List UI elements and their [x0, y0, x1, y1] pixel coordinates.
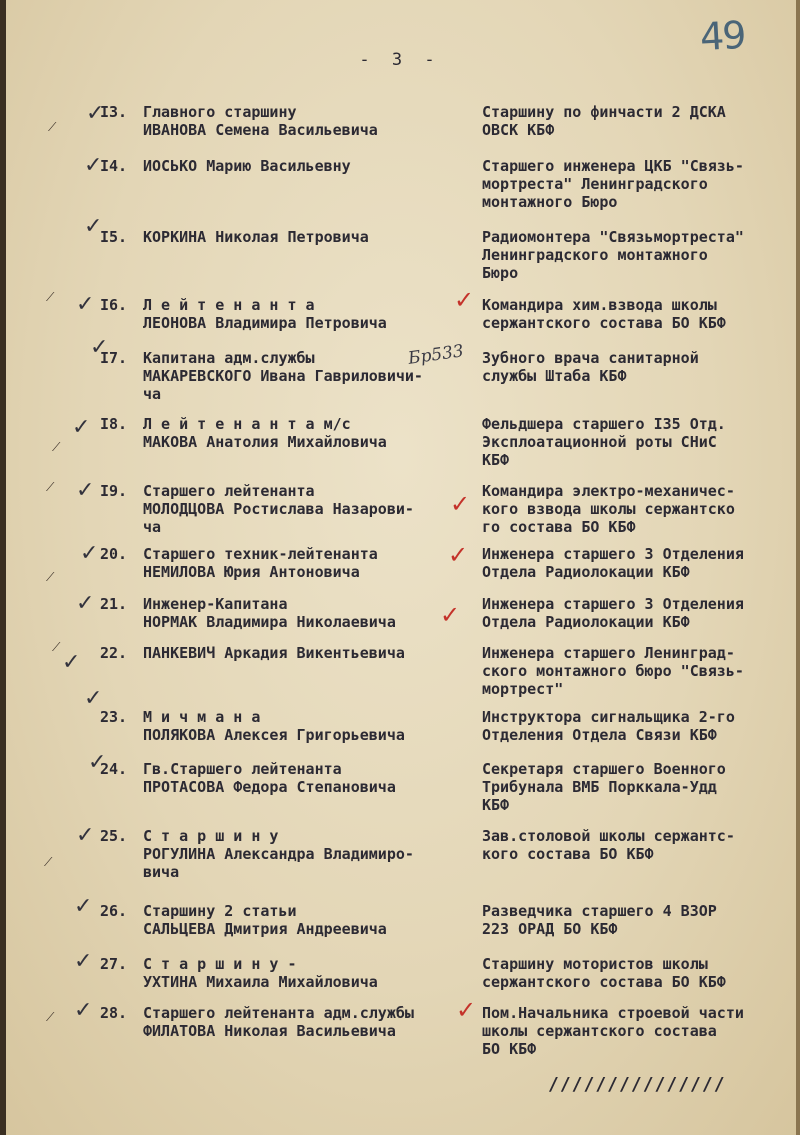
- entry-name: ПОЛЯКОВА Алексея Григорьевича: [143, 726, 405, 744]
- entry-name: САЛЬЦЕВА Дмитрия Андреевича: [143, 920, 387, 938]
- entry-position: Старшину по финчасти 2 ДСКА ОВСК КБФ: [482, 103, 726, 139]
- entry-number: I5.: [100, 228, 128, 246]
- check-mark-icon: ✓: [84, 686, 103, 711]
- entry-number: I7.: [100, 349, 128, 367]
- red-check-mark-icon: ✓: [440, 601, 461, 629]
- check-mark-icon: ✓: [74, 894, 93, 919]
- entry-rank: Л е й т е н а н т а: [143, 296, 315, 314]
- entry-rank: Старшего лейтенанта: [143, 482, 315, 500]
- entry-position: Разведчика старшего 4 ВЗОР 223 ОРАД БО КБФ: [482, 902, 717, 938]
- check-mark-icon: ✓: [76, 292, 95, 317]
- archive-folio-number: 49: [698, 12, 746, 60]
- entry-name: ЛЕОНОВА Владимира Петровича: [143, 314, 387, 332]
- entry-number: I9.: [100, 482, 128, 500]
- check-mark-icon: ✓: [80, 541, 99, 566]
- entry-position: Старшину мотористов школы сержантского состава БО КБФ: [482, 955, 726, 991]
- margin-tick-icon: ⟋: [46, 290, 55, 304]
- entry-name: КОРКИНА Николая Петровича: [143, 228, 369, 246]
- check-mark-icon: ✓: [72, 415, 91, 440]
- entry-name: ФИЛАТОВА Николая Васильевича: [143, 1022, 396, 1040]
- entry-number: 24.: [100, 760, 128, 778]
- entry-rank: Инженер-Капитана: [143, 595, 288, 613]
- check-mark-icon: ✓: [76, 478, 95, 503]
- red-check-mark-icon: ✓: [448, 541, 469, 569]
- entry-position: Фельдшера старшего I35 Отд. Эксплоатационной роты СНиС КБФ: [482, 415, 726, 469]
- check-mark-icon: ✓: [84, 153, 103, 178]
- red-check-mark-icon: ✓: [450, 490, 471, 518]
- check-mark-icon: ✓: [74, 998, 93, 1023]
- entry-rank: С т а р ш и н у: [143, 827, 279, 845]
- entry-position: Командира хим.взвода школы сержантского состава БО КБФ: [482, 296, 726, 332]
- entry-rank: Л е й т е н а н т а м/с: [143, 415, 351, 433]
- entry-name: ПРОТАСОВА Федора Степановича: [143, 778, 396, 796]
- entry-number: I3.: [100, 103, 128, 121]
- entry-name: ИОСЬКО Марию Васильевну: [143, 157, 351, 175]
- check-mark-icon: ✓: [86, 101, 105, 126]
- entry-number: 27.: [100, 955, 128, 973]
- entry-name-continuation: ча: [143, 385, 162, 403]
- entry-rank: С т а р ш и н у -: [143, 955, 297, 973]
- page-edge-right: [796, 0, 800, 1135]
- entry-number: 25.: [100, 827, 128, 845]
- entry-position: Пом.Начальника строевой части школы сержантского состава БО КБФ: [482, 1004, 744, 1058]
- entry-name: НЕМИЛОВА Юрия Антоновича: [143, 563, 360, 581]
- handwritten-note: Бр533: [406, 341, 465, 369]
- entry-number: I6.: [100, 296, 128, 314]
- entry-rank: Гв.Старшего лейтенанта: [143, 760, 342, 778]
- red-check-mark-icon: ✓: [456, 996, 477, 1024]
- margin-tick-icon: ⟋: [48, 120, 57, 134]
- entry-position: Зав.столовой школы сержантс- кого состава БО КБФ: [482, 827, 735, 863]
- entry-rank: Старшего техник-лейтенанта: [143, 545, 378, 563]
- entry-number: 20.: [100, 545, 128, 563]
- margin-tick-icon: ⟋: [46, 570, 55, 584]
- entry-position: Инженера старшего 3 Отделения Отдела Радиолокации КБФ: [482, 595, 744, 631]
- entry-name: МАКОВА Анатолия Михайловича: [143, 433, 387, 451]
- entry-rank: Старшину 2 статьи: [143, 902, 297, 920]
- entry-name-continuation: вича: [143, 863, 180, 881]
- margin-tick-icon: ⟋: [46, 480, 55, 494]
- entry-number: I8.: [100, 415, 128, 433]
- entry-rank: Главного старшину: [143, 103, 297, 121]
- page-number: - 3 -: [359, 50, 441, 70]
- entry-position: Инженера старшего 3 Отделения Отдела Радиолокации КБФ: [482, 545, 744, 581]
- entry-number: 21.: [100, 595, 128, 613]
- page-edge-left: [0, 0, 6, 1135]
- check-mark-icon: ✓: [88, 750, 107, 775]
- check-mark-icon: ✓: [76, 591, 95, 616]
- entry-position: Командира электро-механичес- кого взвода школы сержантско го состава БО КБФ: [482, 482, 735, 536]
- entry-number: 23.: [100, 708, 128, 726]
- entry-name: НОРМАК Владимира Николаевича: [143, 613, 396, 631]
- entry-name: МОЛОДЦОВА Ростислава Назарови-: [143, 500, 414, 518]
- entry-number: 22.: [100, 644, 128, 662]
- check-mark-icon: ✓: [76, 823, 95, 848]
- entry-number: 28.: [100, 1004, 128, 1022]
- check-mark-icon: ✓: [90, 335, 109, 360]
- entry-name: МАКАРЕВСКОГО Ивана Гавриловичи-: [143, 367, 423, 385]
- entry-name: РОГУЛИНА Александра Владимиро-: [143, 845, 414, 863]
- entry-rank: Старшего лейтенанта адм.службы: [143, 1004, 414, 1022]
- check-mark-icon: ✓: [84, 214, 103, 239]
- entry-rank: Капитана адм.службы: [143, 349, 315, 367]
- entry-position: Секретаря старшего Военного Трибунала ВМБ Порккала-Удд КБФ: [482, 760, 726, 814]
- entry-name: УХТИНА Михаила Михайловича: [143, 973, 378, 991]
- red-check-mark-icon: ✓: [454, 286, 475, 314]
- tally-marks: ///////////////: [548, 1074, 726, 1095]
- entry-position: Радиомонтера "Связьмортреста" Ленинградского монтажного Бюро: [482, 228, 744, 282]
- entry-number: I4.: [100, 157, 128, 175]
- check-mark-icon: ✓: [62, 650, 81, 675]
- entry-rank: М и ч м а н а: [143, 708, 261, 726]
- entry-name: ПАНКЕВИЧ Аркадия Викентьевича: [143, 644, 405, 662]
- check-mark-icon: ✓: [74, 949, 93, 974]
- margin-tick-icon: ⟋: [46, 1010, 55, 1024]
- entry-position: Инструктора сигнальщика 2-го Отделения Отдела Связи КБФ: [482, 708, 735, 744]
- entry-name: ИВАНОВА Семена Васильевича: [143, 121, 378, 139]
- entry-name-continuation: ча: [143, 518, 162, 536]
- margin-tick-icon: ⟋: [52, 640, 61, 654]
- entry-position: Зубного врача санитарной службы Штаба КБФ: [482, 349, 699, 385]
- entry-position: Инженера старшего Ленинград- ского монтажного бюро "Связь- мортрест": [482, 644, 744, 698]
- margin-tick-icon: ⟋: [52, 440, 61, 454]
- margin-tick-icon: ⟋: [44, 855, 53, 869]
- entry-number: 26.: [100, 902, 128, 920]
- entry-position: Старшего инженера ЦКБ "Связь- мортреста" Ленинградского монтажного Бюро: [482, 157, 744, 211]
